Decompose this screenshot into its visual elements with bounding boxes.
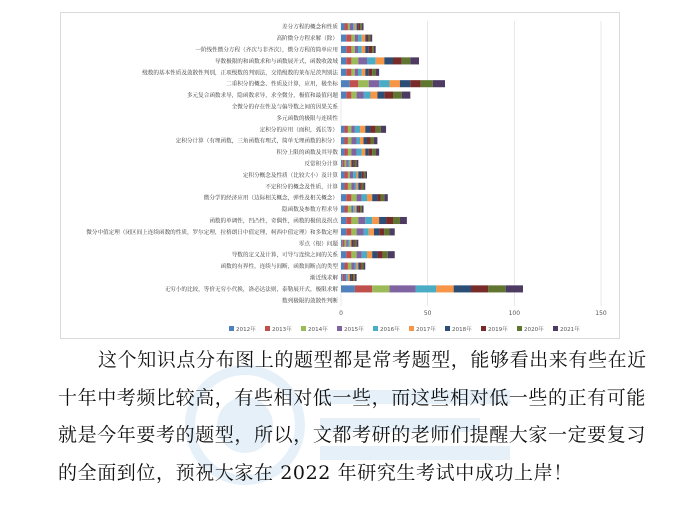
bar-segment [377, 251, 382, 258]
legend-swatch [265, 326, 270, 331]
category-label: 级数的基本性质及敛散性判别，正项级数的判别法，交错级数的莱布尼茨判别法 [142, 70, 338, 77]
bar-segment [471, 285, 488, 292]
bar-segment [355, 23, 357, 30]
bar-segment [416, 285, 437, 292]
category-label: 差分方程的概念和性质 [282, 24, 338, 31]
bar-segment [358, 69, 361, 76]
bar-segment [341, 285, 355, 292]
legend-swatch [337, 326, 342, 331]
bar-segment [364, 171, 366, 178]
bar-segment [372, 149, 375, 156]
bar-segment [357, 23, 359, 30]
bar-segment [436, 285, 453, 292]
bar-segment [351, 160, 353, 167]
bar-segment [384, 57, 393, 64]
legend-swatch [229, 326, 234, 331]
bar-segment [357, 263, 359, 270]
bar-segment [367, 57, 376, 64]
bar-segment [357, 228, 364, 235]
bar-segment [376, 57, 385, 64]
bar-segment [353, 160, 355, 167]
legend-label: 2021年 [560, 327, 580, 333]
bar-segment [369, 228, 374, 235]
bar-segment [351, 194, 356, 201]
legend-label: 2012年 [236, 327, 256, 333]
bar-segment [369, 35, 371, 42]
bar-segment [365, 149, 368, 156]
bar-segment [344, 240, 346, 247]
bar-segment [353, 171, 356, 178]
bar-segment [346, 35, 351, 42]
bar-segment [367, 137, 370, 144]
bar-segment [364, 137, 367, 144]
bar-segment [369, 80, 379, 87]
knowledge-distribution-chart [60, 12, 620, 339]
bar-segment [343, 274, 345, 281]
bar-segment [341, 160, 343, 167]
bar-segment [365, 217, 372, 224]
bar-segment [358, 80, 368, 87]
paragraph-line-2: 十年中考频比较高，有些相对低一些，而这些相对低一些的正有可能 [58, 386, 647, 409]
bar-segment [367, 194, 372, 201]
bar-segment [351, 217, 358, 224]
bar-segment [351, 149, 356, 156]
bar-segment [372, 194, 377, 201]
bar-segment [370, 126, 375, 133]
bar-segment [341, 251, 346, 258]
bar-segment [360, 183, 362, 190]
bar-segment [381, 194, 384, 201]
bar-segment [351, 46, 354, 53]
bar-segment [369, 46, 372, 53]
legend-swatch [409, 326, 414, 331]
bar-segment [351, 57, 358, 64]
category-label: 渐近线求解 [310, 275, 338, 282]
bar-segment [351, 183, 354, 190]
bar-segment [367, 35, 369, 42]
bar-segment [421, 80, 433, 87]
bar-segment [341, 35, 346, 42]
legend-swatch [301, 326, 306, 331]
bar-segment [357, 92, 364, 99]
bar-segment [346, 240, 348, 247]
bar-segment [341, 149, 344, 156]
bar-segment [362, 149, 365, 156]
x-tick-label: 100 [508, 310, 521, 317]
bar-segment [348, 171, 350, 178]
body-paragraph [58, 342, 647, 492]
bar-segment [355, 35, 358, 42]
bar-segment [341, 57, 346, 64]
bar-segment [351, 228, 356, 235]
bar-segment [341, 126, 344, 133]
category-label: 多元复合函数求导，隐函数求导，求全微分，极值和最值问题 [186, 93, 338, 100]
bar-segment [355, 46, 358, 53]
legend-swatch [481, 326, 486, 331]
category-label: 微分中值定理（闭区间上连续函数的性质，罗尔定理，拉格朗日中值定理，柯西中值定理）和多数定理 [86, 229, 338, 236]
bar-segment [348, 206, 351, 213]
bar-segment [365, 46, 368, 53]
bar-segment [384, 92, 393, 99]
bar-segment [364, 263, 366, 270]
bar-segment [358, 183, 360, 190]
category-label: 一阶线性微分方程（齐次与非齐次），微分方程的简单应用 [195, 47, 338, 54]
bar-segment [402, 92, 411, 99]
bar-segment [348, 263, 351, 270]
bar-segment [365, 35, 367, 42]
bar-segment [410, 57, 419, 64]
bar-segment [362, 206, 364, 213]
bar-segment [369, 149, 372, 156]
bar-segment [377, 194, 380, 201]
category-label: 零点（根）问题 [298, 241, 338, 248]
bar-segment [388, 251, 395, 258]
bar-segment [346, 69, 351, 76]
bar-segment [367, 251, 372, 258]
bar-segment [351, 35, 354, 42]
bar-segment [355, 285, 372, 292]
legend-swatch [445, 326, 450, 331]
bar-segment [350, 171, 353, 178]
bar-segment [402, 57, 411, 64]
bar-segment [357, 251, 362, 258]
bar-segment [353, 206, 355, 213]
bar-segment [348, 274, 350, 281]
bar-segment [348, 23, 350, 30]
bar-segment [362, 263, 364, 270]
bar-segment [341, 23, 344, 30]
bar-segment [372, 217, 379, 224]
bar-segment [365, 171, 367, 178]
bar-segment [384, 228, 389, 235]
bar-segment [410, 80, 420, 87]
bar-segment [344, 171, 347, 178]
bar-segment [379, 217, 386, 224]
bar-segment [355, 274, 357, 281]
bar-segment [360, 263, 362, 270]
bar-segment [348, 126, 351, 133]
legend-label: 2015年 [344, 327, 364, 333]
bar-segment [341, 217, 346, 224]
bar-segment [360, 126, 365, 133]
bar-segment [346, 251, 351, 258]
bar-segment [351, 92, 356, 99]
bar-segment [355, 126, 360, 133]
bar-segment [341, 69, 346, 76]
bar-segment [488, 285, 505, 292]
bar-segment [393, 92, 402, 99]
bar-segment [341, 206, 344, 213]
x-tick-label: 0 [339, 310, 343, 317]
bar-segment [357, 171, 359, 178]
bar-segment [362, 69, 365, 76]
bar-segment [341, 240, 343, 247]
bar-segment [355, 69, 358, 76]
category-label: 多元函数的极限与连续性 [276, 115, 338, 122]
bar-segment [344, 274, 346, 281]
category-label: 反常积分计算 [304, 161, 338, 168]
legend-swatch [517, 326, 522, 331]
bar-segment [376, 69, 379, 76]
bar-segment [379, 80, 389, 87]
bar-segment [351, 263, 354, 270]
bar-segment [346, 274, 348, 281]
bar-segment [390, 228, 395, 235]
bar-segment [358, 171, 361, 178]
bar-segment [355, 160, 357, 167]
bar-segment [390, 80, 400, 87]
bar-segment [341, 183, 344, 190]
bar-segment [393, 57, 402, 64]
paragraph-line-1: 这个知识点分布图上的题型都是常考题型，能够看出来有些在近 [98, 349, 647, 371]
bar-segment [362, 35, 365, 42]
bar-segment [365, 69, 368, 76]
bar-segment [357, 183, 359, 190]
bar-segment [344, 149, 347, 156]
bar-segment [506, 285, 523, 292]
bar-segment [346, 217, 351, 224]
bar-segment [358, 206, 360, 213]
bar-segment [357, 149, 362, 156]
bar-segment [344, 206, 347, 213]
category-label: 全微分的存在性及与偏导数之间的因果关系 [231, 104, 338, 111]
legend-label: 2016年 [380, 327, 400, 333]
bar-segment [346, 92, 351, 99]
bar-segment [377, 92, 384, 99]
category-label: 函数的单调性，凹凸性，奇偶性，函数的极值及拐点 [209, 218, 338, 225]
bar-segment [351, 137, 356, 144]
bar-segment [393, 217, 400, 224]
bar-segment [341, 80, 350, 87]
bar-segment [341, 274, 343, 281]
bar-segment [348, 183, 351, 190]
bar-segment [362, 194, 367, 201]
bar-segment [358, 217, 365, 224]
bar-segment [358, 263, 360, 270]
bar-segment [351, 240, 353, 247]
bar-segment [351, 126, 354, 133]
bar-segment [454, 285, 471, 292]
bar-segment [344, 23, 347, 30]
bar-segment [362, 46, 365, 53]
bar-segment [357, 206, 359, 213]
bar-segment [350, 80, 359, 87]
bar-segment [365, 126, 370, 133]
bar-segment [351, 251, 356, 258]
bar-segment [344, 263, 347, 270]
category-label: 导数极限的和函数求和与函数展开式，函数收敛域 [214, 58, 338, 65]
bar-segment [360, 137, 363, 144]
category-label: 不定积分的概念及性质，计算 [265, 184, 338, 191]
bar-segment [346, 46, 351, 53]
bar-segment [344, 137, 347, 144]
bar-segment [346, 194, 351, 201]
bar-segment [372, 251, 377, 258]
bar-segment [357, 240, 359, 247]
category-label: 函数的有界性，连续与间断，函数间断点的类型 [220, 264, 338, 271]
bar-segment [350, 23, 353, 30]
bar-segment [364, 183, 366, 190]
bar-segment [355, 206, 357, 213]
legend-label: 2014年 [308, 327, 328, 333]
bar-segment [379, 228, 384, 235]
bar-segment [341, 228, 346, 235]
bar-segment [344, 160, 346, 167]
bar-segment [372, 285, 389, 292]
bar-segment [362, 251, 367, 258]
legend-label: 2020年 [524, 327, 544, 333]
bar-segment [433, 80, 445, 87]
legend-label: 2019年 [488, 327, 508, 333]
legend-label: 2018年 [452, 327, 472, 333]
bar-segment [364, 92, 371, 99]
bar-segment [381, 126, 386, 133]
bar-segment [355, 183, 357, 190]
bar-segment [348, 149, 351, 156]
bar-segment [351, 69, 354, 76]
legend-label: 2017年 [416, 327, 436, 333]
bar-segment [358, 35, 361, 42]
category-label: 微分学的经济应用（边际相关概念，弹性及相关概念） [203, 195, 338, 202]
category-label: 高阶微分方程求解（除） [276, 36, 338, 43]
bar-segment [341, 194, 346, 201]
legend-swatch [373, 326, 378, 331]
bar-segment [351, 206, 353, 213]
bar-segment [355, 263, 357, 270]
bar-segment [400, 217, 407, 224]
legend-swatch [553, 326, 558, 331]
bar-segment [372, 69, 375, 76]
bar-segment [364, 228, 369, 235]
category-label: 定积分计算（有理函数，三角函数有理式，简单无理函数的积分） [175, 138, 338, 145]
bar-segment [355, 240, 357, 247]
chart-svg [61, 13, 621, 340]
x-tick-label: 50 [423, 310, 432, 317]
bar-segment [374, 46, 376, 53]
bar-segment [384, 194, 387, 201]
bar-segment [386, 217, 393, 224]
bar-segment [351, 274, 353, 281]
bar-segment [350, 274, 352, 281]
bar-segment [372, 46, 374, 53]
bar-segment [376, 149, 379, 156]
bar-segment [348, 160, 350, 167]
bar-segment [353, 240, 355, 247]
bar-segment [341, 263, 344, 270]
bar-segment [344, 183, 347, 190]
bar-segment [346, 160, 348, 167]
bar-segment [343, 240, 345, 247]
bar-segment [376, 126, 381, 133]
bar-segment [374, 137, 377, 144]
paragraph-line-3: 就是今年要考的题型，所以，文都考研的老师们提醒大家一定要复习 [58, 424, 647, 446]
bar-segment [341, 46, 346, 53]
bar-segment [369, 69, 372, 76]
bar-segment [344, 126, 347, 133]
category-label: 数列极限的敛散性判断 [282, 298, 338, 305]
bar-segment [357, 137, 360, 144]
bar-segment [390, 285, 416, 292]
bar-segment [341, 171, 344, 178]
category-label: 定积分概念及性质（比较大小）及计算 [242, 172, 338, 179]
bar-segment [358, 23, 360, 30]
bar-segment [350, 240, 352, 247]
bar-segment [346, 57, 351, 64]
bar-segment [362, 23, 364, 30]
bar-segment [362, 171, 364, 178]
category-label: 导数的定义及计算，可导与连续之间的关系 [231, 252, 338, 259]
category-label: 无穷小的比较，等价无穷小代换，洛必达法则，泰勒展开式，极限求解 [164, 286, 338, 293]
bar-segment [353, 274, 355, 281]
bar-segment [348, 240, 350, 247]
category-label: 二重积分的概念、性质及计算，应用，极坐标 [226, 81, 338, 88]
category-label: 定积分的应用（面积，弧长等） [259, 127, 338, 134]
bar-segment [348, 137, 351, 144]
bar-segment [341, 137, 344, 144]
category-label: 隐函数及参数方程求导 [282, 207, 338, 214]
bar-segment [383, 251, 388, 258]
bar-segment [400, 80, 410, 87]
bar-segment [358, 46, 361, 53]
bar-segment [370, 137, 373, 144]
bar-segment [360, 206, 362, 213]
bar-segment [362, 183, 364, 190]
bar-segment [358, 57, 367, 64]
bar-segment [353, 23, 355, 30]
bar-segment [370, 35, 372, 42]
category-label: 积分上限的函数及其导数 [276, 150, 338, 157]
legend-label: 2013年 [272, 327, 292, 333]
bar-segment [357, 160, 359, 167]
bar-segment [360, 23, 362, 30]
bar-segment [343, 160, 345, 167]
bar-segment [346, 228, 351, 235]
bar-segment [370, 92, 377, 99]
bar-segment [350, 160, 352, 167]
bar-segment [374, 228, 379, 235]
bar-segment [357, 194, 362, 201]
bar-segment [341, 92, 346, 99]
paragraph-line-4: 的全面到位，预祝大家在 2022 年研究生考试中成功上岸！ [58, 461, 573, 484]
x-tick-label: 150 [595, 310, 607, 317]
